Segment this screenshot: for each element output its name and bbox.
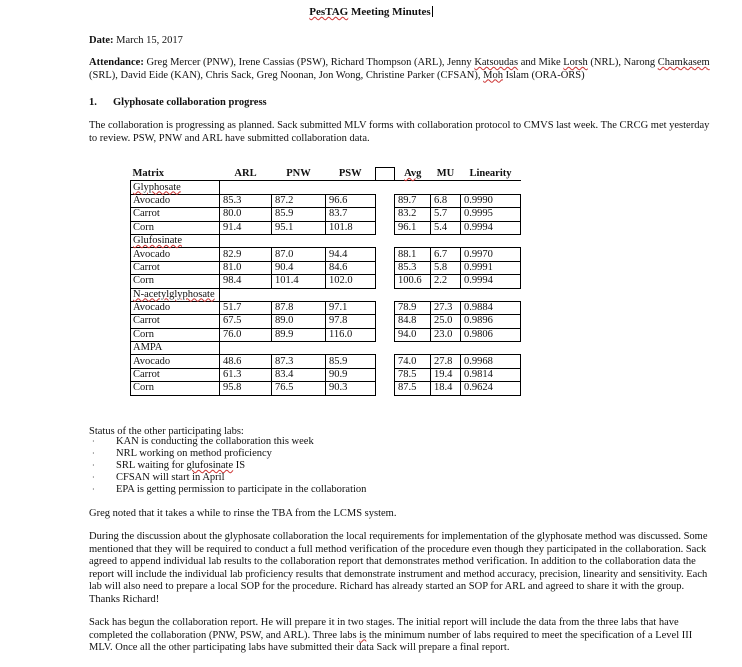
empty-cell — [395, 234, 431, 247]
report-paragraph — [89, 617, 711, 655]
value-cell: 85.3 — [395, 261, 431, 274]
table-row — [131, 275, 521, 288]
header-cell: Matrix — [131, 168, 220, 181]
value-cell: 90.4 — [272, 261, 326, 274]
analyte-group-label — [131, 342, 220, 355]
analyte-group-label — [131, 234, 220, 247]
empty-cell — [461, 234, 521, 247]
attendance-paragraph — [89, 57, 711, 82]
value-cell: 27.8 — [431, 355, 461, 368]
value-cell: 23.0 — [431, 328, 461, 341]
matrix-cell: Avocado — [131, 194, 220, 207]
value-cell: 74.0 — [395, 355, 431, 368]
value-cell: 0.9970 — [461, 248, 521, 261]
value-cell: 90.9 — [326, 368, 376, 381]
value-cell: 95.1 — [272, 221, 326, 234]
value-cell: 89.7 — [395, 194, 431, 207]
empty-cell — [461, 181, 521, 194]
date-value: March 15, 2017 — [116, 35, 183, 46]
value-cell: 84.6 — [326, 261, 376, 274]
value-cell: 0.9990 — [461, 194, 521, 207]
value-cell: 97.1 — [326, 301, 376, 314]
value-cell: 0.9624 — [461, 382, 521, 395]
value-cell: 96.6 — [326, 194, 376, 207]
value-cell: 78.5 — [395, 368, 431, 381]
value-cell: 67.5 — [220, 315, 272, 328]
value-cell: 19.4 — [431, 368, 461, 381]
empty-cell — [220, 342, 272, 355]
empty-cell — [395, 181, 431, 194]
value-cell: 116.0 — [326, 328, 376, 341]
empty-cell — [431, 342, 461, 355]
date-label: Date: — [89, 35, 114, 46]
empty-cell — [272, 342, 326, 355]
value-cell: 76.0 — [220, 328, 272, 341]
value-cell: 83.7 — [326, 208, 376, 221]
table-group-row — [131, 181, 521, 194]
value-cell: 61.3 — [220, 368, 272, 381]
matrix-cell: Carrot — [131, 208, 220, 221]
table-row — [131, 261, 521, 274]
bullet-marker: · — [92, 449, 95, 458]
matrix-cell: Avocado — [131, 355, 220, 368]
list-item — [92, 484, 366, 496]
section-number: 1. — [89, 97, 97, 108]
matrix-cell: Corn — [131, 328, 220, 341]
value-cell: 101.8 — [326, 221, 376, 234]
empty-cell — [272, 288, 326, 301]
value-cell: 85.9 — [326, 355, 376, 368]
attendance-text: Greg Mercer (PNW), Irene Cassias (PSW), Richard Thompson (ARL), Jenny — [146, 57, 475, 68]
value-cell: 5.4 — [431, 221, 461, 234]
value-cell: 96.1 — [395, 221, 431, 234]
header-cell: PNW — [272, 168, 326, 181]
list-item — [92, 436, 366, 448]
attendance-text: and Mike — [518, 57, 564, 68]
spacer-cell — [376, 328, 395, 341]
text-cursor — [432, 6, 433, 17]
empty-cell — [272, 234, 326, 247]
spacer-cell — [376, 248, 395, 261]
value-cell: 6.7 — [431, 248, 461, 261]
empty-cell — [431, 288, 461, 301]
spacer-cell — [376, 221, 395, 234]
recovery-table-body — [131, 168, 521, 396]
empty-cell — [220, 234, 272, 247]
table-row — [131, 368, 521, 381]
value-cell: 48.6 — [220, 355, 272, 368]
table-group-row — [131, 342, 521, 355]
section-heading — [89, 97, 711, 110]
value-cell: 0.9968 — [461, 355, 521, 368]
value-cell: 0.9814 — [461, 368, 521, 381]
value-cell: 2.2 — [431, 275, 461, 288]
header-cell — [376, 168, 395, 181]
attendance-name-flagged: Katsoudas — [474, 57, 519, 68]
value-cell: 88.1 — [395, 248, 431, 261]
list-item — [92, 472, 366, 484]
value-cell: 90.3 — [326, 382, 376, 395]
value-cell: 94.0 — [395, 328, 431, 341]
attendance-label: Attendance: — [89, 57, 144, 68]
value-cell: 0.9995 — [461, 208, 521, 221]
list-item-text: glufosinate — [186, 460, 234, 471]
table-row — [131, 248, 521, 261]
value-cell: 78.9 — [395, 301, 431, 314]
spacer-cell — [376, 275, 395, 288]
value-cell: 100.6 — [395, 275, 431, 288]
header-cell: ARL — [220, 168, 272, 181]
document-title — [0, 6, 742, 19]
spacer-cell — [376, 315, 395, 328]
list-item-text: KAN is conducting the collaboration this week — [116, 436, 314, 447]
value-cell: 87.8 — [272, 301, 326, 314]
matrix-cell: Corn — [131, 221, 220, 234]
table-row — [131, 355, 521, 368]
analyte-group-label — [131, 181, 220, 194]
rinse-paragraph: Greg noted that it takes a while to rinse the TBA from the LCMS system. — [89, 508, 397, 519]
value-cell: 87.3 — [272, 355, 326, 368]
empty-cell — [220, 288, 272, 301]
bullet-marker: · — [92, 437, 95, 446]
value-cell: 102.0 — [326, 275, 376, 288]
table-group-row — [131, 234, 521, 247]
empty-cell — [376, 288, 395, 301]
value-cell: 84.8 — [395, 315, 431, 328]
value-cell: 81.0 — [220, 261, 272, 274]
empty-cell — [326, 234, 376, 247]
spacer-cell — [376, 355, 395, 368]
value-cell: 0.9806 — [461, 328, 521, 341]
value-cell: 18.4 — [431, 382, 461, 395]
list-item — [92, 448, 366, 460]
header-cell: PSW — [326, 168, 376, 181]
value-cell: 0.9994 — [461, 221, 521, 234]
status-list — [92, 436, 366, 496]
matrix-cell: Avocado — [131, 301, 220, 314]
list-item-text: IS — [233, 460, 246, 471]
title-rest: Meeting Minutes — [348, 6, 431, 18]
date-line — [89, 35, 711, 48]
table-row — [131, 328, 521, 341]
intro-paragraph: The collaboration is progressing as planned. Sack submitted MLV forms with collaboration protocol to CMVS last week. The CRCG met yesterday to review. PSW, PNW and ARL have submitted collaboration data. — [89, 120, 710, 144]
value-cell: 27.3 — [431, 301, 461, 314]
value-cell: 25.0 — [431, 315, 461, 328]
table-header-row — [131, 168, 521, 181]
bullet-marker: · — [92, 485, 95, 494]
value-cell: 80.0 — [220, 208, 272, 221]
empty-cell — [326, 288, 376, 301]
report-text-flagged: is — [359, 629, 367, 641]
list-item-text: NRL working on method proficiency — [116, 448, 272, 459]
bullet-marker: · — [92, 461, 95, 470]
value-cell: 0.9884 — [461, 301, 521, 314]
matrix-cell: Corn — [131, 382, 220, 395]
empty-cell — [376, 342, 395, 355]
value-cell: 0.9991 — [461, 261, 521, 274]
bullet-marker: · — [92, 473, 95, 482]
empty-cell — [272, 181, 326, 194]
analyte-name: AMPA — [133, 342, 163, 354]
discussion-paragraph: During the discussion about the glyphosate collaboration the local requirements for implementation of the glyphosate method was discussed. Some mentioned that they will be required to conduct a full method verification of the procedure even though they participated in the collaboration. Sack agreed to append individual lab results to the collaboration report that demonstrates method verification. In addition to the collaboration data the report will include the individual lab proficiency results that demonstrate instrument and method accuracy, precision, linearity and sensitivity. Each lab will also need to prepare a local SOP for the procedure. Richard has already started an SOP for ARL and agreed to share it with the group. Thanks Richard! — [89, 531, 708, 605]
value-cell: 87.2 — [272, 194, 326, 207]
list-item-text: EPA is getting permission to participate in the collaboration — [116, 484, 367, 495]
value-cell: 87.0 — [272, 248, 326, 261]
spacer-cell — [376, 382, 395, 395]
table-row — [131, 382, 521, 395]
header-avg-label: Avg — [404, 167, 422, 179]
value-cell: 85.3 — [220, 194, 272, 207]
value-cell: 6.8 — [431, 194, 461, 207]
attendance-text: (SRL), David Eide (KAN), Chris Sack, Greg Noonan, Jon Wong, Christine Parker (CFSAN), — [89, 69, 484, 81]
analyte-name: Glyphosate — [133, 181, 181, 193]
analyte-name: Glufosinate — [133, 235, 182, 247]
empty-cell — [395, 288, 431, 301]
value-cell: 89.9 — [272, 328, 326, 341]
empty-cell — [431, 234, 461, 247]
report-text: the minimum number of labs required to meet the specification of a Level III MLV. Once all the other participating labs have submitted their data Sack will prepare a final report. — [89, 629, 693, 653]
value-cell: 87.5 — [395, 382, 431, 395]
spacer-cell — [376, 261, 395, 274]
matrix-cell: Corn — [131, 275, 220, 288]
value-cell: 0.9896 — [461, 315, 521, 328]
list-item-text: CFSAN will start in April — [116, 472, 225, 483]
value-cell: 85.9 — [272, 208, 326, 221]
value-cell: 98.4 — [220, 275, 272, 288]
value-cell: 91.4 — [220, 221, 272, 234]
attendance-name-flagged: Chamkasem — [657, 57, 710, 68]
empty-cell — [326, 181, 376, 194]
value-cell: 95.8 — [220, 382, 272, 395]
value-cell: 5.7 — [431, 208, 461, 221]
table-row — [131, 221, 521, 234]
table-row — [131, 194, 521, 207]
header-cell — [395, 168, 431, 181]
matrix-cell: Avocado — [131, 248, 220, 261]
header-cell: MU — [431, 168, 461, 181]
spacer-cell — [376, 208, 395, 221]
list-item — [92, 460, 366, 472]
empty-cell — [220, 181, 272, 194]
empty-cell — [376, 181, 395, 194]
attendance-name-flagged: Moh — [483, 69, 503, 81]
matrix-cell: Carrot — [131, 261, 220, 274]
value-cell: 82.9 — [220, 248, 272, 261]
header-cell: Linearity — [461, 168, 521, 181]
empty-cell — [461, 288, 521, 301]
empty-cell — [461, 342, 521, 355]
recovery-table — [130, 167, 521, 396]
empty-cell — [395, 342, 431, 355]
list-item-text: SRL waiting for — [116, 460, 187, 471]
value-cell: 5.8 — [431, 261, 461, 274]
table-row — [131, 301, 521, 314]
title-word-pestag: PesTAG — [309, 6, 349, 18]
value-cell: 83.2 — [395, 208, 431, 221]
spacer-cell — [376, 301, 395, 314]
value-cell: 0.9994 — [461, 275, 521, 288]
status-heading: Status of the other participating labs: — [89, 426, 244, 437]
value-cell: 89.0 — [272, 315, 326, 328]
matrix-cell: Carrot — [131, 368, 220, 381]
matrix-cell: Carrot — [131, 315, 220, 328]
table-row — [131, 315, 521, 328]
attendance-text: Islam (ORA-ORS) — [502, 69, 585, 81]
spacer-cell — [376, 368, 395, 381]
report-text: Sack has begun the collaboration report. He will prepare it in two stages. The initial report will include the data from the three labs that have completed the collaboration (PNW, PSW, and ARL). Three labs — [89, 617, 679, 641]
value-cell: 101.4 — [272, 275, 326, 288]
attendance-text: (NRL), Narong — [587, 57, 658, 68]
value-cell: 51.7 — [220, 301, 272, 314]
value-cell: 94.4 — [326, 248, 376, 261]
value-cell: 97.8 — [326, 315, 376, 328]
section-title: Glyphosate collaboration progress — [113, 97, 267, 108]
table-row — [131, 208, 521, 221]
empty-cell — [376, 234, 395, 247]
value-cell: 83.4 — [272, 368, 326, 381]
attendance-name-flagged: Lorsh — [563, 57, 588, 68]
value-cell: 76.5 — [272, 382, 326, 395]
spacer-cell — [376, 194, 395, 207]
empty-cell — [431, 181, 461, 194]
analyte-group-label — [131, 288, 220, 301]
table-group-row — [131, 288, 521, 301]
analyte-name: N-acetylglyphosate — [133, 288, 215, 300]
empty-cell — [326, 342, 376, 355]
